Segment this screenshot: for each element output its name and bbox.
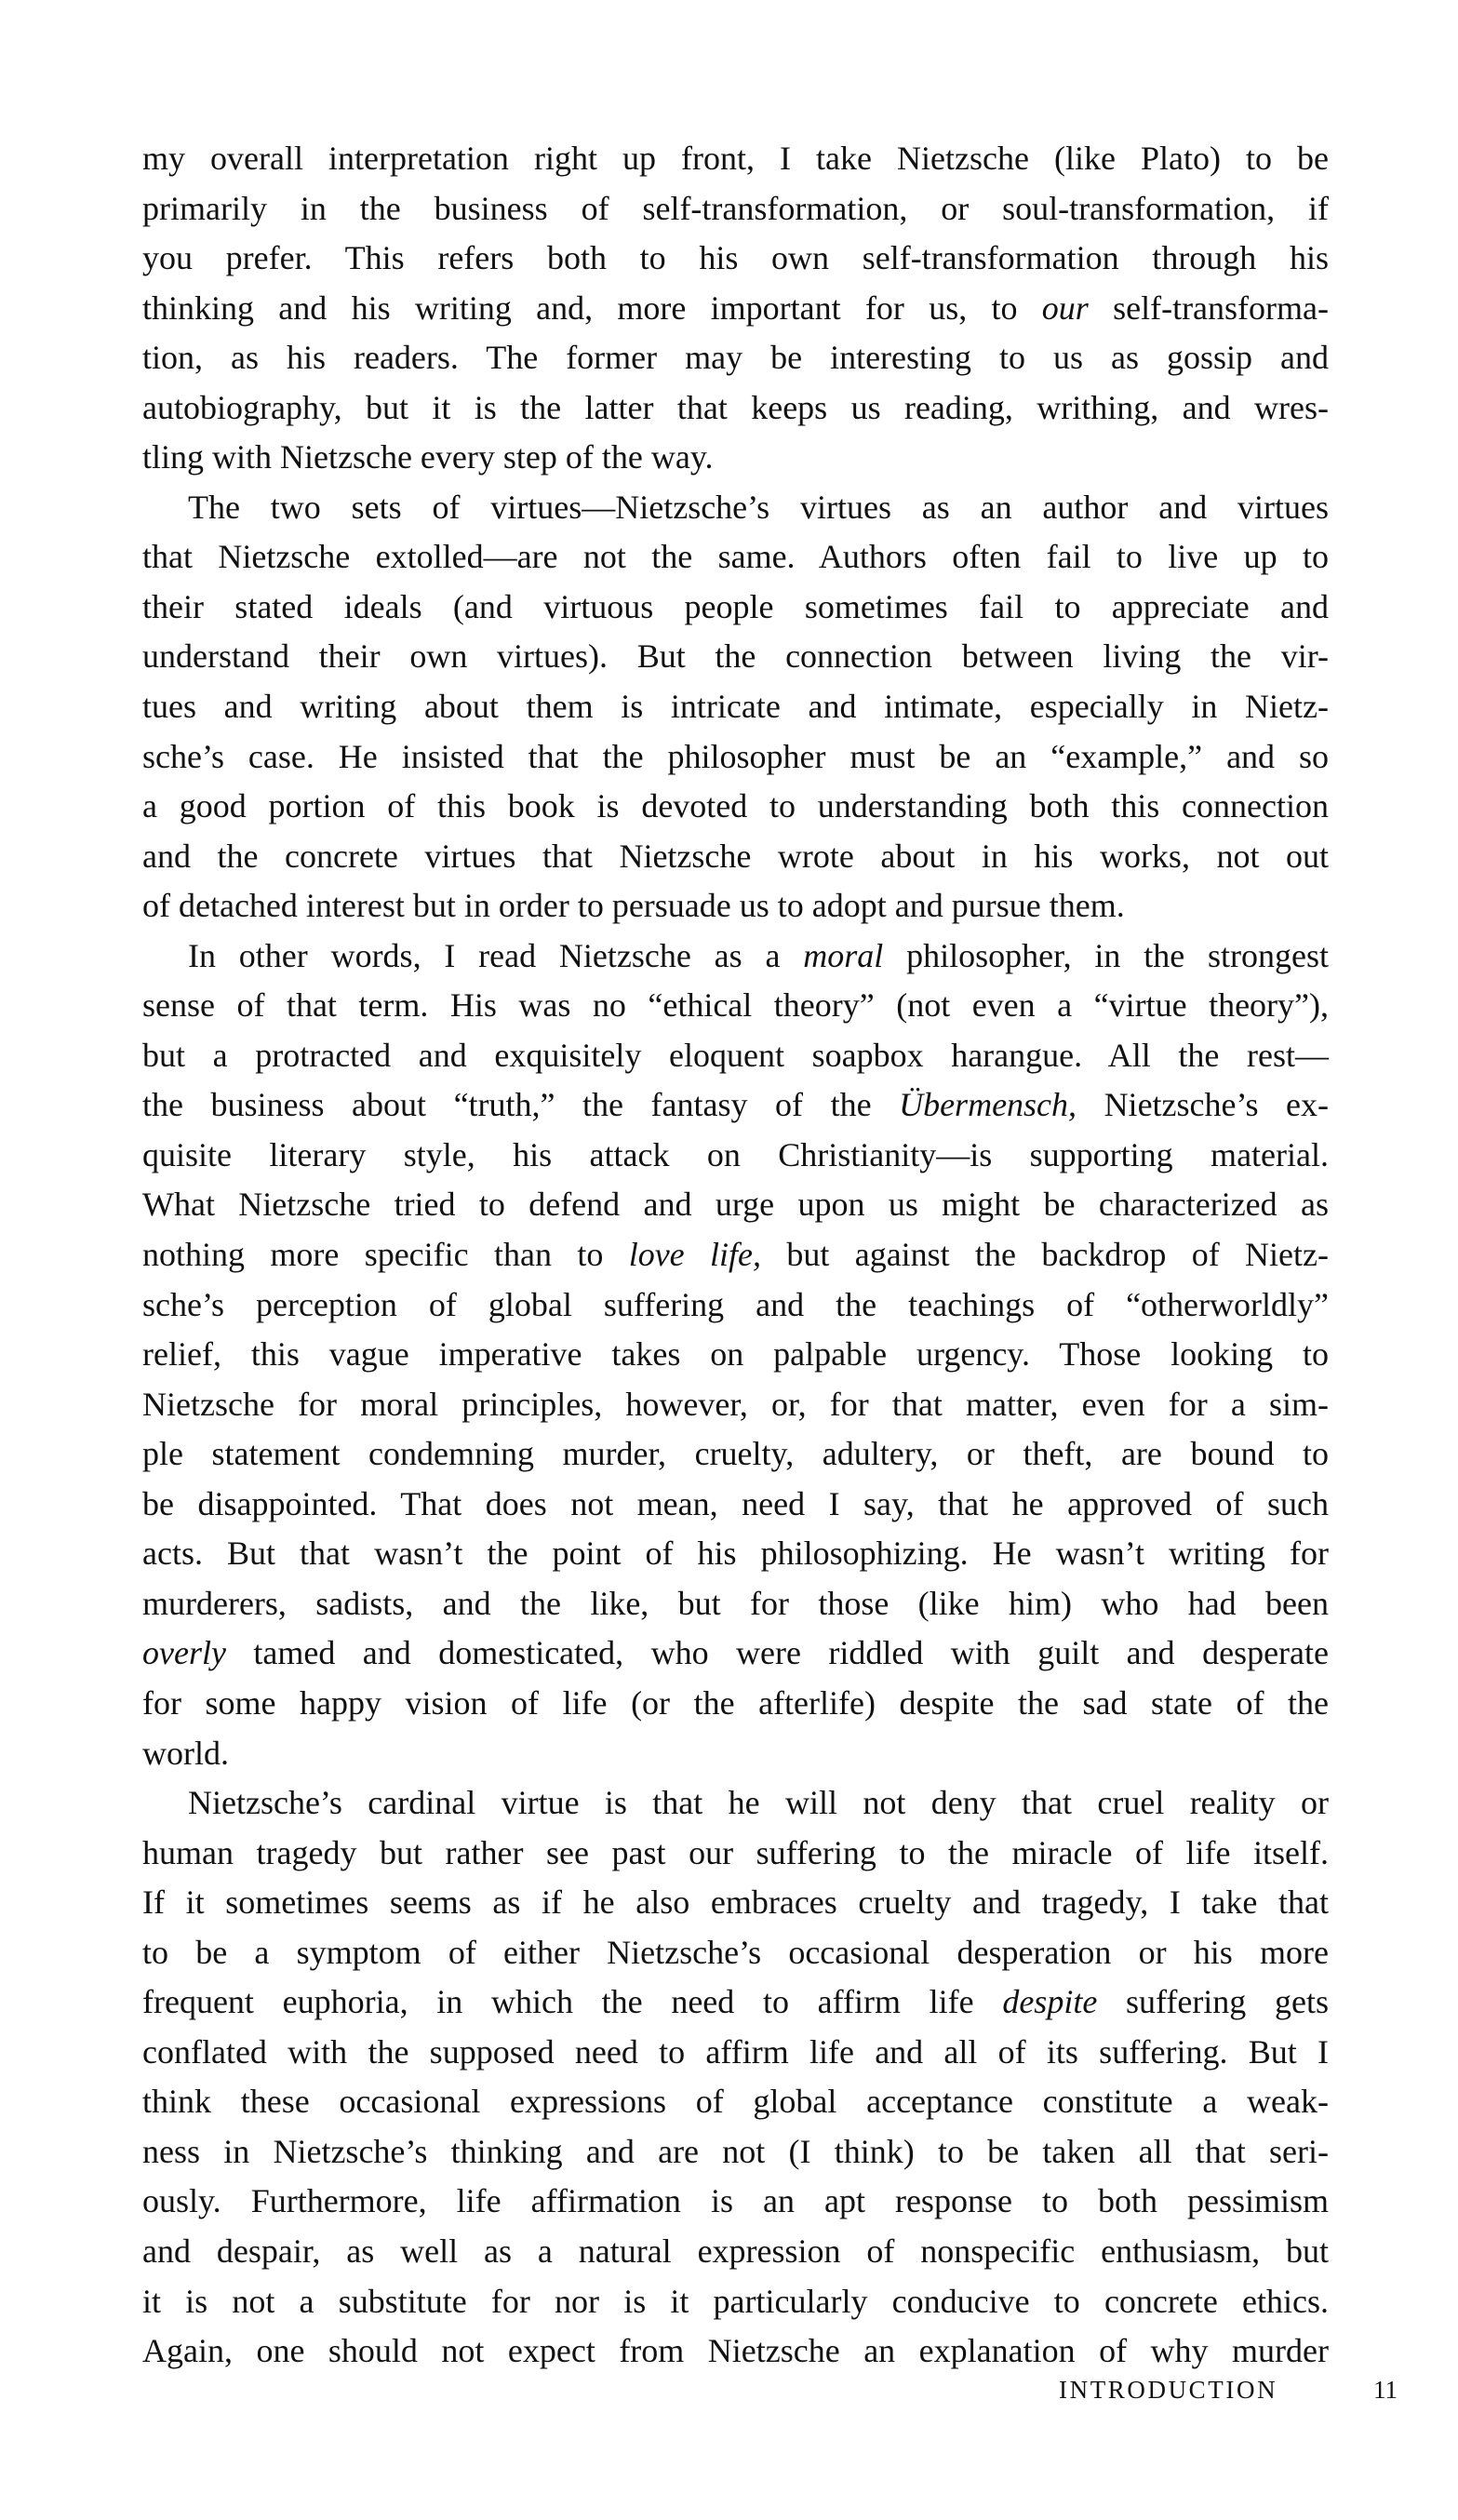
text-line <box>142 333 1329 383</box>
body-text <box>142 134 1329 2377</box>
text-line <box>142 532 1329 583</box>
text-run: and the concrete virtues that Nietzsche wrote about in his works, not out <box>142 837 1329 875</box>
text-line <box>142 1230 1329 1280</box>
text-line <box>142 1778 1329 1829</box>
text-line <box>142 1429 1329 1480</box>
text-run: self-transforma- <box>1088 288 1329 327</box>
text-run: understand their own virtues). But the connection between living the vir- <box>142 637 1329 676</box>
text-run: tues and writing about them is intricate and intimate, especially in Nietz- <box>142 688 1329 726</box>
text-run: but against the backdrop of Nietz- <box>761 1236 1329 1274</box>
text-line <box>142 782 1329 832</box>
text-line <box>142 284 1329 334</box>
text-run: The two sets of virtues—Nietzsche’s virtues as an author and virtues <box>188 488 1329 526</box>
text-run: thinking and his writing and, more important for us, to <box>142 288 1042 327</box>
text-line <box>142 2277 1329 2327</box>
text-run: In other words, I read Nietzsche as a <box>188 936 804 974</box>
text-run: nothing more specific than to <box>142 1236 629 1274</box>
text-run: it is not a substitute for nor is it particularly conducive to concrete ethics. <box>142 2282 1329 2320</box>
text-line <box>142 1480 1329 1530</box>
text-line <box>142 1131 1329 1181</box>
text-run: sense of that term. His was no “ethical theory” (not even a “virtue theory”), <box>142 986 1329 1025</box>
text-line <box>142 1829 1329 1879</box>
text-run: Nietzsche’s cardinal virtue is that he will not deny that cruel reality or <box>188 1784 1329 1822</box>
text-run: to be a symptom of either Nietzsche’s occasional desperation or his more <box>142 1933 1329 1971</box>
text-run: autobiography, but it is the latter that keeps us reading, writhing, and wres- <box>142 388 1329 426</box>
text-run: What Nietzsche tried to defend and urge upon us might be characterized as <box>142 1186 1329 1224</box>
text-line <box>142 2177 1329 2227</box>
text-line <box>142 2127 1329 2178</box>
text-line <box>142 583 1329 633</box>
text-run: murderers, sadists, and the like, but for those (like him) who had been <box>142 1584 1329 1622</box>
text-run: be disappointed. That does not mean, need I say, that he approved of such <box>142 1484 1329 1522</box>
italic-emphasis: Übermensch, <box>899 1086 1077 1124</box>
text-run: conflated with the supposed need to affirm life and all of its suffering. But I <box>142 2032 1329 2071</box>
text-run: Nietzsche’s ex- <box>1077 1086 1329 1124</box>
text-run: If it sometimes seems as if he also embraces cruelty and tragedy, I take that <box>142 1883 1329 1922</box>
text-line <box>142 1529 1329 1579</box>
text-line <box>142 383 1329 434</box>
text-line <box>142 2077 1329 2127</box>
text-line <box>142 1679 1329 1729</box>
text-run: tion, as his readers. The former may be interesting to us as gossip and <box>142 339 1329 377</box>
text-run: world. <box>142 1734 229 1772</box>
paragraph <box>142 483 1329 932</box>
text-run: ously. Furthermore, life affirmation is an apt response to both pessimism <box>142 2182 1329 2220</box>
text-run: human tragedy but rather see past our suffering to the miracle of life itself. <box>142 1833 1329 1871</box>
text-line <box>142 1080 1329 1131</box>
text-line <box>142 832 1329 882</box>
text-line <box>142 134 1329 184</box>
text-line <box>142 234 1329 284</box>
text-run: sche’s perception of global suffering and the teachings of “otherworldly” <box>142 1285 1329 1323</box>
text-run: acts. But that wasn’t the point of his philosophizing. He wasn’t writing for <box>142 1535 1329 1573</box>
text-run: my overall interpretation right up front, I take Nietzsche (like Plato) to be <box>142 140 1329 177</box>
text-run: sche’s case. He insisted that the philosopher must be an “example,” and so <box>142 737 1329 775</box>
text-line <box>142 184 1329 235</box>
text-line <box>142 1280 1329 1331</box>
text-line <box>142 1629 1329 1679</box>
text-line <box>142 1031 1329 1081</box>
text-line <box>142 2227 1329 2277</box>
text-run: for some happy vision of life (or the afterlife) despite the sad state of the <box>142 1683 1329 1722</box>
text-run: Again, one should not expect from Nietzsche an explanation of why murder <box>142 2332 1329 2370</box>
text-run: tamed and domesticated, who were riddled with guilt and desperate <box>225 1634 1329 1672</box>
text-line <box>142 2326 1329 2377</box>
text-run: ness in Nietzsche’s thinking and are not (I think) to be taken all that seri- <box>142 2132 1329 2170</box>
paragraph <box>142 1778 1329 2377</box>
page-number: 11 <box>1373 2376 1398 2404</box>
text-line <box>142 1977 1329 2028</box>
text-run: think these occasional expressions of global acceptance constitute a weak- <box>142 2083 1329 2121</box>
text-run: quisite literary style, his attack on Christianity—is supporting material. <box>142 1135 1329 1173</box>
text-line <box>142 1729 1329 1779</box>
text-run: philosopher, in the strongest <box>883 936 1330 974</box>
paragraph <box>142 932 1329 1778</box>
text-run: ple statement condemning murder, cruelty, adultery, or theft, are bound to <box>142 1435 1329 1473</box>
italic-emphasis: love life, <box>628 1236 761 1274</box>
text-run: a good portion of this book is devoted to understanding both this connection <box>142 787 1329 825</box>
text-line <box>142 1330 1329 1380</box>
italic-emphasis: overly <box>142 1634 226 1672</box>
text-run: you prefer. This refers both to his own self-transformation through his <box>142 239 1329 277</box>
italic-emphasis: moral <box>803 936 884 974</box>
text-run: but a protracted and exquisitely eloquent soapbox harangue. All the rest— <box>142 1036 1329 1074</box>
italic-emphasis: our <box>1041 288 1089 327</box>
text-line <box>142 632 1329 682</box>
text-run: of detached interest but in order to persuade us to adopt and pursue them. <box>142 887 1125 925</box>
running-head: INTRODUCTION <box>1059 2376 1278 2404</box>
text-line <box>142 483 1329 533</box>
text-run: their stated ideals (and virtuous people sometimes fail to appreciate and <box>142 587 1329 625</box>
text-run: relief, this vague imperative takes on palpable urgency. Those looking to <box>142 1335 1329 1374</box>
text-line <box>142 433 1329 483</box>
paragraph <box>142 134 1329 483</box>
italic-emphasis: despite <box>1002 1983 1098 2021</box>
text-run: frequent euphoria, in which the need to affirm life <box>142 1983 1003 2021</box>
text-run: suffering gets <box>1097 1983 1329 2021</box>
text-line <box>142 732 1329 783</box>
text-line <box>142 1180 1329 1230</box>
text-line <box>142 881 1329 932</box>
text-line <box>142 932 1329 982</box>
text-run: primarily in the business of self-transformation, or soul-transformation, if <box>142 189 1329 227</box>
text-run: Nietzsche for moral principles, however, or, for that matter, even for a sim- <box>142 1385 1329 1423</box>
text-line <box>142 1380 1329 1430</box>
text-line <box>142 981 1329 1031</box>
text-run: the business about “truth,” the fantasy of the <box>142 1086 900 1124</box>
text-line <box>142 682 1329 732</box>
text-line <box>142 1579 1329 1629</box>
text-line <box>142 2028 1329 2078</box>
text-run: tling with Nietzsche every step of the way. <box>142 438 714 476</box>
text-line <box>142 1878 1329 1928</box>
text-line <box>142 1928 1329 1978</box>
text-run: and despair, as well as a natural expression of nonspecific enthusiasm, but <box>142 2232 1329 2270</box>
text-run: that Nietzsche extolled—are not the same. Authors often fail to live up to <box>142 538 1329 576</box>
